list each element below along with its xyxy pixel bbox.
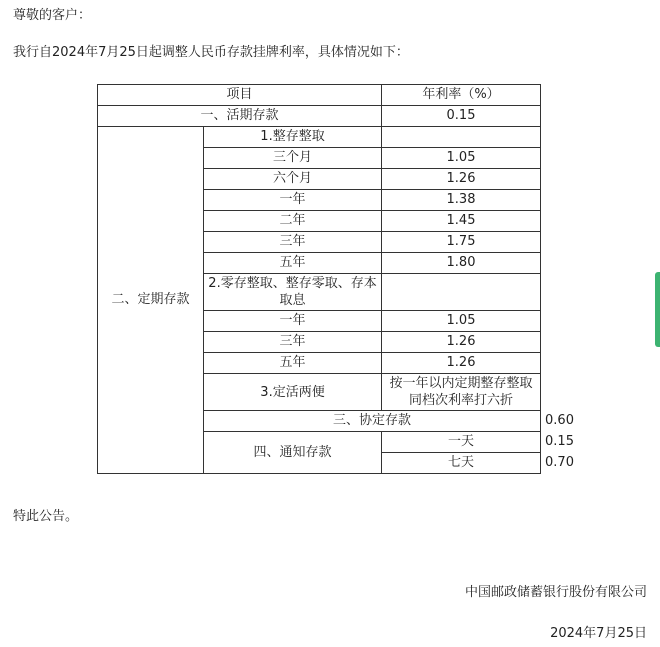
table-row: 七天 0.70 xyxy=(98,453,541,474)
rate-cell: 1.05 xyxy=(382,148,541,169)
table-row xyxy=(98,127,541,148)
rate-cell: 1.38 xyxy=(382,190,541,211)
time-deposit-label: 二、定期存款 xyxy=(98,127,204,474)
rate-cell: 1.26 xyxy=(382,353,541,374)
rate-cell: 1.80 xyxy=(382,253,541,274)
term-cell: 一年 xyxy=(204,190,382,211)
notice-deposit-label: 四、通知存款 xyxy=(204,432,382,474)
table-row xyxy=(98,106,541,127)
term-cell: 一天 xyxy=(382,432,541,453)
rate-cell: 1.05 xyxy=(382,311,541,332)
rate-cell: 1.45 xyxy=(382,211,541,232)
closing-line: 特此公告。 xyxy=(13,509,79,524)
installment-label: 2.零存整取、整存零取、存本取息 xyxy=(204,274,382,311)
term-cell: 一年 xyxy=(204,311,382,332)
term-cell: 三个月 xyxy=(204,148,382,169)
negotiated-deposit-label: 三、协定存款 xyxy=(204,411,541,432)
term-cell: 三年 xyxy=(204,332,382,353)
header-rate-cell: 年利率（%） xyxy=(382,85,541,106)
term-cell: 三年 xyxy=(204,232,382,253)
notice-date: 2024年7月25日 xyxy=(550,626,647,641)
table-row: 四、通知存款 一天 0.15 xyxy=(98,432,541,453)
rate-cell: 1.26 xyxy=(382,332,541,353)
side-scroll-tab[interactable] xyxy=(655,272,660,347)
current-deposit-label: 一、活期存款 xyxy=(98,106,382,127)
rate-cell: 1.75 xyxy=(382,232,541,253)
term-cell: 二年 xyxy=(204,211,382,232)
empty-cell xyxy=(382,127,541,148)
term-cell: 六个月 xyxy=(204,169,382,190)
term-cell: 五年 xyxy=(204,353,382,374)
current-deposit-rate: 0.15 xyxy=(382,106,541,127)
header-item-cell: 项目 xyxy=(98,85,382,106)
empty-cell xyxy=(382,274,541,311)
interest-rate-table xyxy=(97,84,574,474)
table-header-row xyxy=(98,85,541,106)
greeting-line: 尊敬的客户： xyxy=(13,8,92,23)
term-cell: 七天 xyxy=(382,453,541,474)
issuer-name: 中国邮政储蓄银行股份有限公司 xyxy=(464,585,647,600)
term-cell: 五年 xyxy=(204,253,382,274)
flexible-deposit-label: 3.定活两便 xyxy=(204,374,382,411)
table-row: 三、协定存款 0.60 xyxy=(98,411,541,432)
flexible-deposit-rate: 按一年以内定期整存整取同档次利率打六折 xyxy=(382,374,541,411)
lump-sum-label: 1.整存整取 xyxy=(204,127,382,148)
intro-paragraph: 我行自2024年7月25日起调整人民币存款挂牌利率，具体情况如下： xyxy=(13,45,409,60)
rate-cell: 1.26 xyxy=(382,169,541,190)
